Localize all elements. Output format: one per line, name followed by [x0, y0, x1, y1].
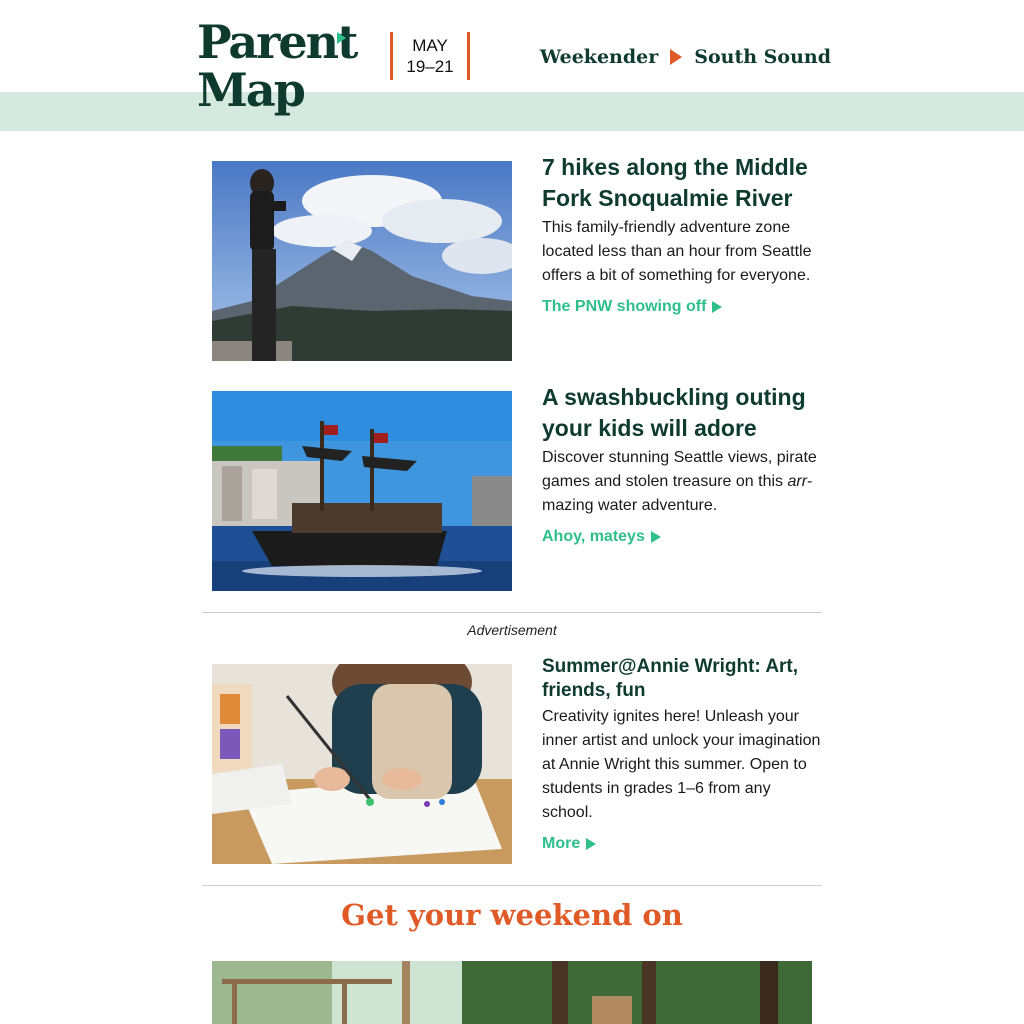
weekend-heading: Get your weekend on [341, 898, 683, 932]
description-text: Discover stunning Seattle views, pirate games and stolen treasure on this [542, 449, 817, 490]
painting-child-image[interactable] [212, 664, 512, 864]
article-title[interactable]: 7 hikes along the Middle Fork Snoqualmie River [542, 154, 808, 211]
breadcrumb-south-sound[interactable]: South Sound [694, 46, 831, 68]
parentmap-logo[interactable] [197, 15, 367, 122]
issue-month: MAY [412, 36, 448, 55]
issue-date [390, 32, 470, 80]
header-band [0, 92, 1024, 131]
article-link-label: The PNW showing off [542, 298, 707, 315]
ad-description: Creativity ignites here! Unleash your inner artist and unlock your imagination at Annie Wright this summer. Open to students in grades 1–6 from any school. [542, 708, 821, 821]
article-description: This family-friendly adventure zone located less than an hour from Seattle offers a bit of something for everyone. [542, 219, 812, 284]
play-arrow-icon [651, 531, 661, 543]
logo-flag-icon [337, 32, 346, 44]
pirate-ship-image[interactable] [212, 391, 512, 591]
logo-line-1: Parent [197, 15, 357, 69]
playground-image[interactable] [212, 961, 812, 1024]
breadcrumb [540, 44, 831, 70]
advertisement-label: Advertisement [467, 622, 557, 638]
article-title[interactable]: A swashbuckling outing your kids will adore [542, 384, 806, 441]
logo-line-2: Map [197, 63, 304, 117]
description-text-end: -mazing water adventure. [542, 473, 813, 514]
ad-more-link[interactable] [542, 835, 596, 853]
email-header [0, 0, 1024, 92]
description-italic: arr [787, 473, 808, 490]
triangle-right-icon [670, 49, 682, 65]
article-link[interactable] [542, 298, 722, 316]
ad-title[interactable]: Summer@Annie Wright: Art, friends, fun [542, 656, 799, 701]
article-description [542, 446, 824, 518]
breadcrumb-weekender[interactable]: Weekender [539, 46, 659, 68]
divider [202, 885, 822, 886]
article-link[interactable] [542, 528, 661, 546]
play-arrow-icon [586, 838, 596, 850]
issue-days: 19–21 [406, 57, 454, 76]
article-link-label: Ahoy, mateys [542, 528, 645, 545]
play-arrow-icon [712, 301, 722, 313]
hiker-mountain-image[interactable] [212, 161, 512, 361]
ad-more-label: More [542, 835, 581, 852]
divider [202, 612, 822, 613]
